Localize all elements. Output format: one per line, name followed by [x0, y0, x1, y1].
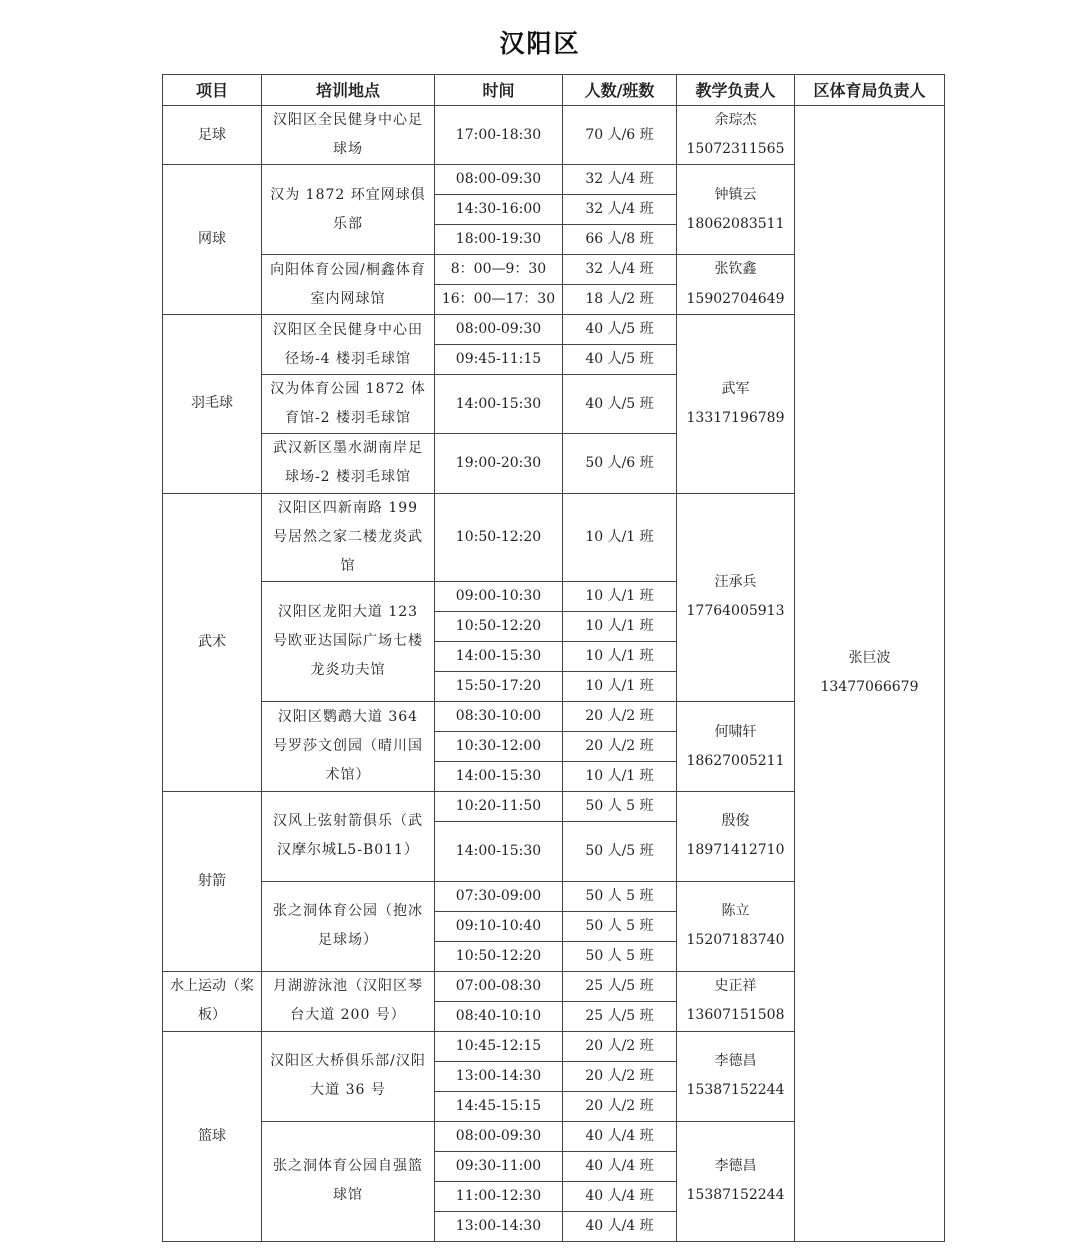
- time-cell: 10:50-12:20: [435, 612, 563, 642]
- time-cell: 08:00-09:30: [435, 165, 563, 195]
- venue-cell: 汉阳区四新南路 199 号居然之家二楼龙炎武馆: [262, 493, 435, 582]
- capacity-cell: 40 人/4 班: [563, 1151, 677, 1181]
- header-district-contact: 区体育局负责人: [795, 75, 945, 106]
- coach-name: 李德昌: [714, 1053, 757, 1070]
- venue-cell: 汉阳区全民健身中心田径场-4 楼羽毛球馆: [262, 315, 435, 375]
- capacity-cell: 10 人/1 班: [563, 762, 677, 792]
- coach-cell: [677, 315, 795, 493]
- time-cell: 09:45-11:15: [435, 345, 563, 375]
- coach-cell: [677, 493, 795, 702]
- capacity-cell: 20 人/2 班: [563, 1031, 677, 1061]
- coach-phone-cell: 15072311565: [677, 135, 795, 165]
- venue-cell: 汉风上弦射箭俱乐（武汉摩尔城L5-B011）: [262, 792, 435, 881]
- capacity-cell: 20 人/2 班: [563, 1091, 677, 1121]
- venue-cell: 月湖游泳池（汉阳区琴台大道 200 号）: [262, 971, 435, 1031]
- time-cell: 08:00-09:30: [435, 1121, 563, 1151]
- capacity-cell: 20 人/2 班: [563, 1061, 677, 1091]
- coach-name: 汪承兵: [714, 574, 757, 591]
- capacity-cell: 10 人/1 班: [563, 642, 677, 672]
- time-cell: 16：00—17：30: [435, 285, 563, 315]
- capacity-cell: 25 人/5 班: [563, 971, 677, 1001]
- venue-cell: 张之洞体育公园（抱冰足球场）: [262, 881, 435, 971]
- time-cell: 8：00—9：30: [435, 255, 563, 285]
- coach-name: 陈立: [721, 903, 750, 920]
- time-cell: 14:00-15:30: [435, 375, 563, 434]
- time-cell: 10:20-11:50: [435, 792, 563, 822]
- sport-cell: 羽毛球: [163, 315, 262, 493]
- page-title: 汉阳区: [499, 29, 581, 58]
- coach-cell: [677, 1031, 795, 1121]
- capacity-cell: 10 人/1 班: [563, 672, 677, 702]
- coach-name-cell: 张钦鑫: [677, 255, 795, 285]
- coach-name: 李德昌: [714, 1158, 757, 1175]
- venue-cell: 张之洞体育公园自强篮球馆: [262, 1121, 435, 1241]
- venue-cell: 汉阳区鹦鹉大道 364 号罗莎文创园（晴川国术馆）: [262, 702, 435, 792]
- capacity-cell: 18 人/2 班: [563, 285, 677, 315]
- capacity-cell: 66 人/8 班: [563, 225, 677, 255]
- coach-cell: [677, 165, 795, 255]
- time-cell: 08:40-10:10: [435, 1001, 563, 1031]
- training-schedule-table: [162, 74, 945, 1242]
- coach-phone: 17764005913: [686, 603, 785, 620]
- time-cell: 10:30-12:00: [435, 732, 563, 762]
- capacity-cell: 40 人/5 班: [563, 375, 677, 434]
- capacity-cell: 40 人/4 班: [563, 1211, 677, 1241]
- time-cell: 15:50-17:20: [435, 672, 563, 702]
- district-contact-phone: 13477066679: [820, 679, 919, 696]
- coach-name: 钟镇云: [714, 186, 757, 203]
- capacity-cell: 40 人/4 班: [563, 1121, 677, 1151]
- time-cell: 10:50-12:20: [435, 941, 563, 971]
- sport-cell: 射箭: [163, 792, 262, 971]
- venue-cell: 向阳体育公园/桐鑫体育室内网球馆: [262, 255, 435, 315]
- time-cell: 09:10-10:40: [435, 911, 563, 941]
- header-sport: 项目: [163, 75, 262, 106]
- capacity-cell: 32 人/4 班: [563, 255, 677, 285]
- capacity-cell: 10 人/1 班: [563, 493, 677, 582]
- venue-cell: 汉阳区大桥俱乐部/汉阳大道 36 号: [262, 1031, 435, 1121]
- capacity-cell: 10 人/1 班: [563, 582, 677, 612]
- capacity-cell: 50 人 5 班: [563, 911, 677, 941]
- time-cell: 14:00-15:30: [435, 642, 563, 672]
- sport-cell: 水上运动（桨板）: [163, 971, 262, 1031]
- capacity-cell: 20 人/2 班: [563, 702, 677, 732]
- sport-cell: 网球: [163, 165, 262, 315]
- time-cell: 13:00-14:30: [435, 1211, 563, 1241]
- header-row: [163, 75, 945, 106]
- time-cell: 14:00-15:30: [435, 762, 563, 792]
- time-cell: 19:00-20:30: [435, 434, 563, 493]
- coach-phone: 18062083511: [686, 215, 785, 232]
- time-cell: 11:00-12:30: [435, 1181, 563, 1211]
- capacity-cell: 50 人/5 班: [563, 822, 677, 881]
- capacity-cell: 70 人/6 班: [563, 106, 677, 165]
- time-cell: 14:30-16:00: [435, 195, 563, 225]
- capacity-cell: 10 人/1 班: [563, 612, 677, 642]
- header-capacity: 人数/班数: [563, 75, 677, 106]
- coach-cell: [677, 1121, 795, 1241]
- capacity-cell: 50 人 5 班: [563, 941, 677, 971]
- time-cell: 17:00-18:30: [435, 106, 563, 165]
- capacity-cell: 40 人/4 班: [563, 1181, 677, 1211]
- header-time: 时间: [435, 75, 563, 106]
- capacity-cell: 25 人/5 班: [563, 1001, 677, 1031]
- time-cell: 14:00-15:30: [435, 822, 563, 881]
- time-cell: 10:50-12:20: [435, 493, 563, 582]
- capacity-cell: 50 人 5 班: [563, 792, 677, 822]
- capacity-cell: 20 人/2 班: [563, 732, 677, 762]
- time-cell: 09:30-11:00: [435, 1151, 563, 1181]
- coach-name-cell: 史正祥: [677, 971, 795, 1001]
- district-contact-name: 张巨波: [848, 650, 891, 667]
- coach-phone: 15387152244: [686, 1187, 785, 1204]
- capacity-cell: 32 人/4 班: [563, 195, 677, 225]
- coach-phone: 15387152244: [686, 1082, 785, 1099]
- coach-phone: 18971412710: [686, 842, 785, 859]
- venue-cell: 汉为体育公园 1872 体育馆-2 楼羽毛球馆: [262, 375, 435, 434]
- capacity-cell: 40 人/5 班: [563, 315, 677, 345]
- time-cell: 10:45-12:15: [435, 1031, 563, 1061]
- time-cell: 07:30-09:00: [435, 881, 563, 911]
- sport-cell: 武术: [163, 493, 262, 792]
- time-cell: 08:30-10:00: [435, 702, 563, 732]
- coach-cell: [677, 792, 795, 881]
- coach-name: 何啸轩: [714, 723, 757, 740]
- header-coach: 教学负责人: [677, 75, 795, 106]
- capacity-cell: 50 人 5 班: [563, 881, 677, 911]
- venue-cell: 汉阳区龙阳大道 123 号欧亚达国际广场七楼龙炎功夫馆: [262, 582, 435, 702]
- venue-cell: 武汉新区墨水湖南岸足球场-2 楼羽毛球馆: [262, 434, 435, 493]
- time-cell: 07:00-08:30: [435, 971, 563, 1001]
- capacity-cell: 40 人/5 班: [563, 345, 677, 375]
- header-venue: 培训地点: [262, 75, 435, 106]
- capacity-cell: 50 人/6 班: [563, 434, 677, 493]
- coach-phone-cell: 15902704649: [677, 285, 795, 315]
- time-cell: 13:00-14:30: [435, 1061, 563, 1091]
- capacity-cell: 32 人/4 班: [563, 165, 677, 195]
- sport-cell: 篮球: [163, 1031, 262, 1241]
- venue-cell: 汉阳区全民健身中心足球场: [262, 106, 435, 165]
- coach-phone: 18627005211: [686, 752, 785, 769]
- coach-phone: 13317196789: [686, 409, 785, 426]
- district-contact-cell: [795, 106, 945, 1242]
- time-cell: 08:00-09:30: [435, 315, 563, 345]
- time-cell: 18:00-19:30: [435, 225, 563, 255]
- sport-cell: 足球: [163, 106, 262, 165]
- coach-cell: [677, 881, 795, 971]
- time-cell: 09:00-10:30: [435, 582, 563, 612]
- coach-name-cell: 余琮杰: [677, 106, 795, 136]
- coach-name: 武军: [721, 380, 750, 397]
- coach-cell: [677, 702, 795, 792]
- table-row: [163, 106, 945, 136]
- coach-name: 殷俊: [721, 813, 750, 830]
- coach-phone-cell: 13607151508: [677, 1001, 795, 1031]
- venue-cell: 汉为 1872 环宜网球俱乐部: [262, 165, 435, 255]
- time-cell: 14:45-15:15: [435, 1091, 563, 1121]
- coach-phone: 15207183740: [686, 932, 785, 949]
